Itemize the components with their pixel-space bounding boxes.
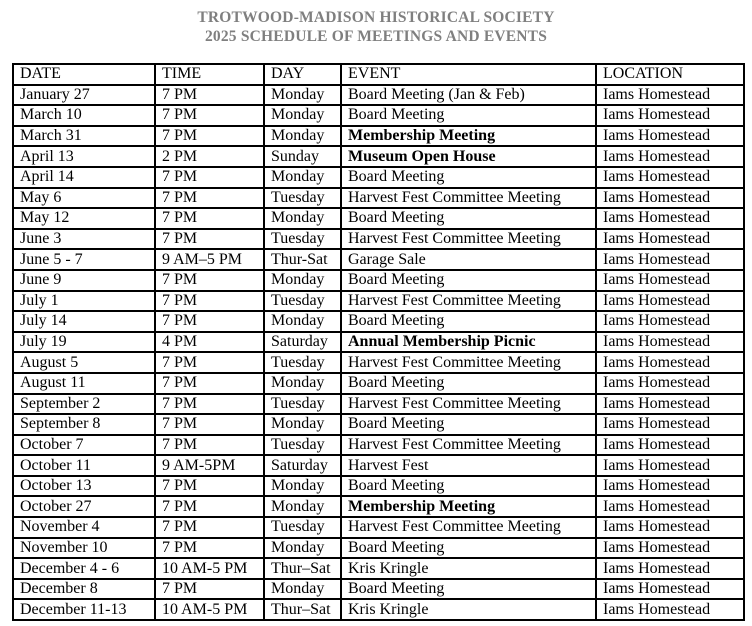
cell-day: Tuesday	[264, 394, 341, 415]
cell-location: Iams Homestead	[596, 496, 744, 517]
cell-date: March 10	[13, 105, 155, 126]
cell-time: 7 PM	[155, 435, 264, 456]
cell-date: July 1	[13, 291, 155, 312]
cell-time: 7 PM	[155, 105, 264, 126]
schedule-table	[12, 63, 745, 621]
cell-day: Monday	[264, 311, 341, 332]
page-title-line1: TROTWOOD-MADISON HISTORICAL SOCIETY	[197, 9, 555, 26]
cell-location: Iams Homestead	[596, 167, 744, 188]
cell-time: 7 PM	[155, 291, 264, 312]
cell-event: Board Meeting	[341, 373, 596, 394]
col-header-time: TIME	[155, 64, 264, 85]
cell-time: 9 AM-5PM	[155, 455, 264, 476]
cell-location: Iams Homestead	[596, 414, 744, 435]
cell-event: Museum Open House	[341, 146, 596, 167]
cell-date: April 14	[13, 167, 155, 188]
cell-location: Iams Homestead	[596, 270, 744, 291]
cell-date: May 12	[13, 208, 155, 229]
cell-day: Monday	[264, 538, 341, 559]
cell-event: Board Meeting	[341, 167, 596, 188]
cell-day: Tuesday	[264, 291, 341, 312]
table-row	[13, 332, 744, 353]
cell-event: Board Meeting	[341, 414, 596, 435]
cell-time: 10 AM-5 PM	[155, 599, 264, 620]
cell-event: Membership Meeting	[341, 126, 596, 147]
cell-time: 4 PM	[155, 332, 264, 353]
table-row	[13, 146, 744, 167]
table-row	[13, 373, 744, 394]
cell-date: December 8	[13, 579, 155, 600]
cell-location: Iams Homestead	[596, 85, 744, 106]
cell-day: Monday	[264, 373, 341, 394]
cell-day: Tuesday	[264, 188, 341, 209]
cell-location: Iams Homestead	[596, 126, 744, 147]
cell-time: 7 PM	[155, 373, 264, 394]
cell-time: 7 PM	[155, 352, 264, 373]
cell-time: 7 PM	[155, 167, 264, 188]
cell-event: Kris Kringle	[341, 558, 596, 579]
table-row	[13, 291, 744, 312]
cell-event: Board Meeting	[341, 579, 596, 600]
cell-location: Iams Homestead	[596, 146, 744, 167]
table-row	[13, 394, 744, 415]
cell-event: Harvest Fest Committee Meeting	[341, 435, 596, 456]
cell-time: 7 PM	[155, 126, 264, 147]
cell-location: Iams Homestead	[596, 229, 744, 250]
cell-event: Garage Sale	[341, 249, 596, 270]
cell-date: June 9	[13, 270, 155, 291]
cell-location: Iams Homestead	[596, 373, 744, 394]
cell-date: November 4	[13, 517, 155, 538]
cell-location: Iams Homestead	[596, 311, 744, 332]
cell-date: July 19	[13, 332, 155, 353]
col-header-day: DAY	[264, 64, 341, 85]
cell-date: September 2	[13, 394, 155, 415]
cell-date: September 8	[13, 414, 155, 435]
table-row	[13, 126, 744, 147]
cell-location: Iams Homestead	[596, 538, 744, 559]
cell-time: 7 PM	[155, 270, 264, 291]
cell-date: December 4 - 6	[13, 558, 155, 579]
col-header-location: LOCATION	[596, 64, 744, 85]
table-row	[13, 352, 744, 373]
table-row	[13, 105, 744, 126]
cell-location: Iams Homestead	[596, 455, 744, 476]
table-row	[13, 476, 744, 497]
table-row	[13, 517, 744, 538]
cell-date: August 5	[13, 352, 155, 373]
cell-day: Thur-Sat	[264, 249, 341, 270]
col-header-date: DATE	[13, 64, 155, 85]
cell-day: Tuesday	[264, 517, 341, 538]
cell-date: August 11	[13, 373, 155, 394]
cell-day: Tuesday	[264, 435, 341, 456]
cell-location: Iams Homestead	[596, 352, 744, 373]
cell-event: Board Meeting	[341, 270, 596, 291]
cell-day: Monday	[264, 579, 341, 600]
cell-day: Thur–Sat	[264, 558, 341, 579]
cell-event: Board Meeting	[341, 476, 596, 497]
cell-event: Harvest Fest Committee Meeting	[341, 188, 596, 209]
cell-event: Board Meeting (Jan & Feb)	[341, 85, 596, 106]
cell-day: Monday	[264, 167, 341, 188]
cell-event: Kris Kringle	[341, 599, 596, 620]
cell-event: Harvest Fest Committee Meeting	[341, 394, 596, 415]
table-row	[13, 188, 744, 209]
cell-event: Board Meeting	[341, 208, 596, 229]
cell-date: March 31	[13, 126, 155, 147]
cell-location: Iams Homestead	[596, 105, 744, 126]
table-row	[13, 538, 744, 559]
cell-date: July 14	[13, 311, 155, 332]
cell-event: Membership Meeting	[341, 496, 596, 517]
cell-time: 7 PM	[155, 579, 264, 600]
cell-event: Harvest Fest Committee Meeting	[341, 517, 596, 538]
cell-date: January 27	[13, 85, 155, 106]
cell-event: Harvest Fest Committee Meeting	[341, 352, 596, 373]
cell-time: 7 PM	[155, 414, 264, 435]
cell-time: 7 PM	[155, 476, 264, 497]
table-row	[13, 414, 744, 435]
cell-time: 7 PM	[155, 85, 264, 106]
cell-location: Iams Homestead	[596, 517, 744, 538]
cell-date: October 11	[13, 455, 155, 476]
cell-event: Harvest Fest Committee Meeting	[341, 229, 596, 250]
cell-location: Iams Homestead	[596, 599, 744, 620]
cell-date: June 5 - 7	[13, 249, 155, 270]
cell-day: Sunday	[264, 146, 341, 167]
cell-event: Harvest Fest Committee Meeting	[341, 291, 596, 312]
cell-day: Tuesday	[264, 229, 341, 250]
table-row	[13, 85, 744, 106]
cell-location: Iams Homestead	[596, 394, 744, 415]
table-row	[13, 311, 744, 332]
cell-event: Harvest Fest	[341, 455, 596, 476]
cell-time: 7 PM	[155, 188, 264, 209]
cell-location: Iams Homestead	[596, 188, 744, 209]
cell-event: Board Meeting	[341, 105, 596, 126]
cell-time: 7 PM	[155, 517, 264, 538]
cell-date: November 10	[13, 538, 155, 559]
cell-day: Monday	[264, 496, 341, 517]
table-row	[13, 208, 744, 229]
cell-day: Monday	[264, 414, 341, 435]
cell-location: Iams Homestead	[596, 208, 744, 229]
cell-day: Saturday	[264, 455, 341, 476]
cell-date: October 7	[13, 435, 155, 456]
header-row	[13, 64, 744, 85]
cell-location: Iams Homestead	[596, 291, 744, 312]
cell-date: June 3	[13, 229, 155, 250]
cell-day: Tuesday	[264, 352, 341, 373]
table-row	[13, 558, 744, 579]
cell-date: October 13	[13, 476, 155, 497]
cell-location: Iams Homestead	[596, 558, 744, 579]
cell-location: Iams Homestead	[596, 579, 744, 600]
table-row	[13, 599, 744, 620]
cell-date: May 6	[13, 188, 155, 209]
table-row	[13, 435, 744, 456]
cell-location: Iams Homestead	[596, 435, 744, 456]
cell-day: Monday	[264, 208, 341, 229]
cell-time: 9 AM–5 PM	[155, 249, 264, 270]
cell-location: Iams Homestead	[596, 476, 744, 497]
cell-event: Annual Membership Picnic	[341, 332, 596, 353]
cell-time: 7 PM	[155, 538, 264, 559]
cell-date: October 27	[13, 496, 155, 517]
cell-time: 7 PM	[155, 208, 264, 229]
table-row	[13, 579, 744, 600]
table-row	[13, 270, 744, 291]
cell-time: 7 PM	[155, 496, 264, 517]
table-row	[13, 496, 744, 517]
cell-date: December 11-13	[13, 599, 155, 620]
table-row	[13, 455, 744, 476]
table-row	[13, 249, 744, 270]
schedule-body	[13, 85, 744, 620]
cell-day: Saturday	[264, 332, 341, 353]
cell-time: 2 PM	[155, 146, 264, 167]
cell-event: Board Meeting	[341, 538, 596, 559]
cell-location: Iams Homestead	[596, 332, 744, 353]
cell-day: Thur–Sat	[264, 599, 341, 620]
cell-day: Monday	[264, 476, 341, 497]
page-title-line2: 2025 SCHEDULE OF MEETINGS AND EVENTS	[204, 27, 548, 45]
page-title	[0, 0, 752, 46]
cell-day: Monday	[264, 126, 341, 147]
cell-day: Monday	[264, 85, 341, 106]
table-row	[13, 167, 744, 188]
cell-date: April 13	[13, 146, 155, 167]
col-header-event: EVENT	[341, 64, 596, 85]
cell-time: 10 AM-5 PM	[155, 558, 264, 579]
cell-time: 7 PM	[155, 229, 264, 250]
cell-time: 7 PM	[155, 311, 264, 332]
cell-location: Iams Homestead	[596, 249, 744, 270]
cell-day: Monday	[264, 105, 341, 126]
cell-day: Monday	[264, 270, 341, 291]
cell-event: Board Meeting	[341, 311, 596, 332]
cell-time: 7 PM	[155, 394, 264, 415]
table-row	[13, 229, 744, 250]
